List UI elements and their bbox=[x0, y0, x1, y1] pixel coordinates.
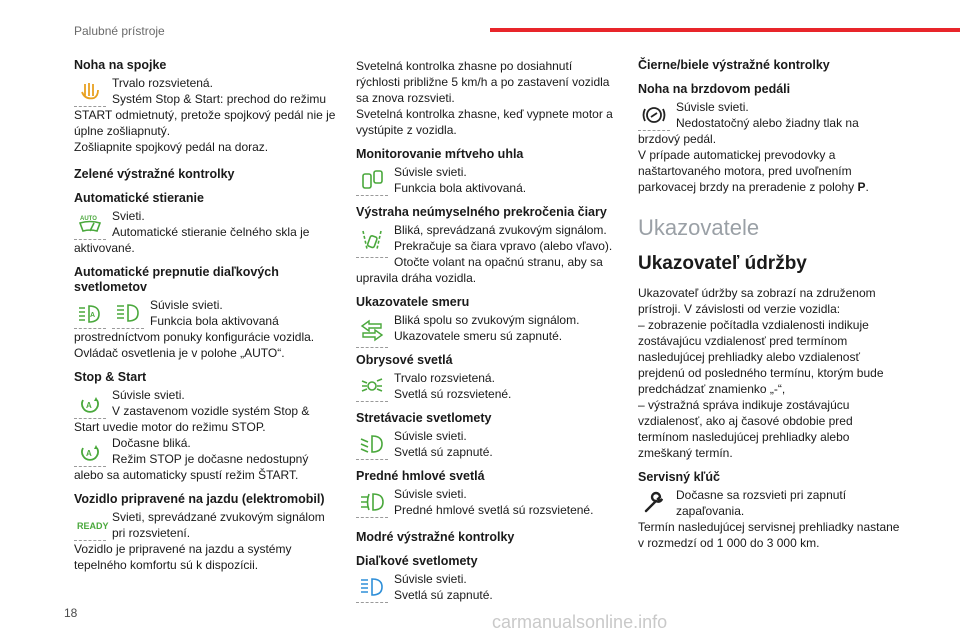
turn-indicator-icon bbox=[356, 313, 388, 348]
clutch-line-1: Trvalo rozsvietená. bbox=[112, 76, 213, 90]
heading-lane-departure: Výstraha neúmyselného prekročenia čiary bbox=[356, 205, 607, 219]
heading-auto-highbeam: Automatické prepnutie diaľkových svetlometov bbox=[74, 265, 279, 294]
heading-indicators: Ukazovatele smeru bbox=[356, 295, 470, 309]
indicators-block bbox=[356, 312, 618, 344]
heading-main-beam: Diaľkové svetlomety bbox=[356, 554, 478, 568]
auto-wiper-block bbox=[74, 208, 336, 256]
stop-start-block-1 bbox=[74, 387, 336, 435]
lane-departure-line-1: Bliká, sprevádzaná zvukovým signálom. bbox=[394, 223, 607, 237]
auto-wiper-line-2: Automatické stieranie čelného skla je aktivované. bbox=[74, 225, 310, 255]
main-beam-icon bbox=[356, 572, 388, 603]
sidelights-icon bbox=[356, 371, 388, 402]
svg-text:A: A bbox=[86, 401, 92, 410]
spanner-line-1: Dočasne sa rozsvieti pri zapnutí zapaľovania. bbox=[676, 488, 847, 518]
heading-front-fog: Predné hmlové svetlá bbox=[356, 469, 485, 483]
heading-spanner: Servisný kľúč bbox=[638, 470, 720, 484]
intro-line-2: Svetelná kontrolka zhasne, keď vypnete motor a vystúpite z vozidla. bbox=[356, 107, 613, 137]
column-2 bbox=[356, 58, 618, 603]
sidelights-line-2: Svetlá sú rozsvietené. bbox=[394, 387, 512, 401]
front-fog-line-2: Predné hmlové svetlá sú rozsvietené. bbox=[394, 503, 594, 517]
clutch-line-3: Zošliapnite spojkový pedál na doraz. bbox=[74, 140, 269, 154]
dipped-beam-line-2: Svetlá sú zapnuté. bbox=[394, 445, 493, 459]
auto-highbeam-icon bbox=[74, 298, 106, 329]
lane-departure-block bbox=[356, 222, 618, 286]
stop-start-line-1: Súvisle svieti. bbox=[112, 388, 185, 402]
stop-start-blink-line-2: Režim STOP je dočasne nedostupný alebo sa automaticky spustí režim ŠTART. bbox=[74, 452, 309, 482]
auto-wiper-icon-text: AUTO bbox=[80, 216, 97, 222]
front-fog-icon bbox=[356, 487, 388, 518]
ready-block bbox=[74, 509, 336, 573]
brake-note-post: . bbox=[865, 180, 869, 194]
blind-spot-block bbox=[356, 164, 618, 196]
indicators-line-1: Bliká spolu so zvukovým signálom. bbox=[394, 313, 580, 327]
ready-icon bbox=[74, 510, 109, 541]
brake-foot-icon bbox=[638, 100, 670, 131]
watermark: carmanualsonline.info bbox=[492, 612, 668, 632]
main-beam-block bbox=[356, 571, 618, 603]
ready-line-2: Vozidlo je pripravené na jazdu a systémy tepelného komfortu sú k dispozícii. bbox=[74, 542, 292, 572]
indicators-line-2: Ukazovatele smeru sú zapnuté. bbox=[394, 329, 563, 343]
auto-highbeam-block bbox=[74, 297, 336, 361]
stop-start-block-2 bbox=[74, 435, 336, 483]
main-beam-line-2: Svetlá sú zapnuté. bbox=[394, 588, 493, 602]
sidelights-block bbox=[356, 370, 618, 402]
stop-start-blink-icon bbox=[74, 436, 106, 467]
brake-foot-note bbox=[638, 147, 900, 195]
heading-clutch: Noha na spojke bbox=[74, 58, 167, 72]
front-fog-line-1: Súvisle svieti. bbox=[394, 487, 467, 501]
header-accent-bar bbox=[490, 28, 960, 32]
ready-icon-text: READY bbox=[77, 521, 109, 531]
column-1 bbox=[74, 58, 336, 573]
column-3 bbox=[638, 58, 900, 551]
blind-spot-line-2: Funkcia bola aktivovaná. bbox=[394, 181, 527, 195]
spanner-icon bbox=[638, 488, 670, 518]
heading-blind-spot: Monitorovanie mŕtveho uhla bbox=[356, 147, 524, 161]
page-number: 18 bbox=[64, 606, 78, 620]
lane-departure-icon bbox=[356, 223, 388, 258]
dipped-beam-line-1: Súvisle svieti. bbox=[394, 429, 467, 443]
service-para-1: Ukazovateľ údržby sa zobrazí na združenom prístroji. V závislosti od verzie vozidla: bbox=[638, 286, 876, 316]
brake-note-bold: P bbox=[857, 180, 866, 194]
stop-start-line-2: V zastavenom vozidle systém Stop & Start uvedie motor do režimu STOP. bbox=[74, 404, 310, 434]
front-fog-block bbox=[356, 486, 618, 518]
highbeam-icon bbox=[112, 298, 144, 329]
heading-auto-wiper: Automatické stieranie bbox=[74, 191, 204, 205]
clutch-foot-icon bbox=[74, 76, 106, 107]
blind-spot-icon bbox=[356, 165, 388, 196]
service-indicator-title: Ukazovateľ údržby bbox=[638, 253, 807, 274]
blind-spot-line-1: Súvisle svieti. bbox=[394, 165, 467, 179]
stop-start-icon bbox=[74, 388, 106, 419]
dipped-beam-icon bbox=[356, 429, 388, 460]
heading-bw-warnings: Čierne/biele výstražné kontrolky bbox=[638, 58, 830, 72]
stop-start-blink-line-1: Dočasne bliká. bbox=[112, 436, 191, 450]
heading-stop-start: Stop & Start bbox=[74, 370, 147, 384]
intro-line-1: Svetelná kontrolka zhasne po dosiahnutí rýchlosti približne 5 km/h a po zastavení vozidla sa znova rozsvieti. bbox=[356, 59, 610, 105]
heading-dipped-beam: Stretávacie svetlomety bbox=[356, 411, 492, 425]
heading-brake-foot: Noha na brzdovom pedáli bbox=[638, 82, 791, 96]
brake-foot-line-2: Nedostatočný alebo žiadny tlak na brzdový pedál. bbox=[638, 116, 859, 146]
heading-green-warnings: Zelené výstražné kontrolky bbox=[74, 167, 235, 181]
header-title: Palubné prístroje bbox=[74, 24, 165, 38]
clutch-block bbox=[74, 75, 336, 155]
brake-foot-block bbox=[638, 99, 900, 147]
service-para-3: – výstražná správa indikuje zostávajúcu vzdialenosť, ako aj časové obdobie pred termínom nasledujúcej prehliadky alebo zmeškaný termín. bbox=[638, 398, 853, 460]
heading-ready: Vozidlo pripravené na jazdu (elektromobil) bbox=[74, 492, 325, 506]
service-para-2: – zobrazenie počítadla vzdialenosti indikuje zostávajúcu vzdialenosť pred termínom nasledujúcej prehliadky alebo vzdialenosť prejdenú od posledného termínu, ktorým bude predchádzať znamienko „-“, bbox=[638, 318, 884, 396]
ready-line-1: Svieti, sprevádzané zvukovým signálom pri rozsvietení. bbox=[112, 510, 325, 540]
svg-text:A: A bbox=[90, 312, 96, 319]
spanner-block bbox=[638, 487, 900, 551]
spanner-line-2: Termín nasledujúcej servisnej prehliadky nastane v rozmedzí od 1 000 do 3 000 km. bbox=[638, 520, 900, 550]
clutch-line-2: Systém Stop & Start: prechod do režimu START odmietnutý, pretože spojkový pedál nie je úplne zošliapnutý. bbox=[74, 92, 336, 138]
brake-note-pre: V prípade automatickej prevodovky a naštartovaného motora, pred uvoľnením parkovacej brzdy na preradenie z polohy bbox=[638, 148, 858, 194]
section-title: Ukazovatele bbox=[638, 215, 760, 240]
main-beam-line-1: Súvisle svieti. bbox=[394, 572, 467, 586]
auto-wiper-icon bbox=[74, 209, 106, 240]
auto-wiper-line-1: Svieti. bbox=[112, 209, 145, 223]
sidelights-line-1: Trvalo rozsvietená. bbox=[394, 371, 495, 385]
brake-foot-line-1: Súvisle svieti. bbox=[676, 100, 749, 114]
auto-highbeam-line-1: Súvisle svieti. bbox=[150, 298, 223, 312]
heading-blue-warnings: Modré výstražné kontrolky bbox=[356, 530, 515, 544]
dipped-beam-block bbox=[356, 428, 618, 460]
auto-highbeam-line-2: Funkcia bola aktivovaná prostredníctvom ponuky konfigurácie vozidla. Ovládač osvetlenia je v polohe „AUTO“. bbox=[74, 314, 315, 360]
heading-sidelights: Obrysové svetlá bbox=[356, 353, 453, 367]
lane-departure-line-2: Prekračuje sa čiara vpravo (alebo vľavo). Otočte volant na opačnú stranu, aby sa upravila dráha vozidla. bbox=[356, 239, 613, 285]
svg-text:A: A bbox=[86, 449, 92, 458]
